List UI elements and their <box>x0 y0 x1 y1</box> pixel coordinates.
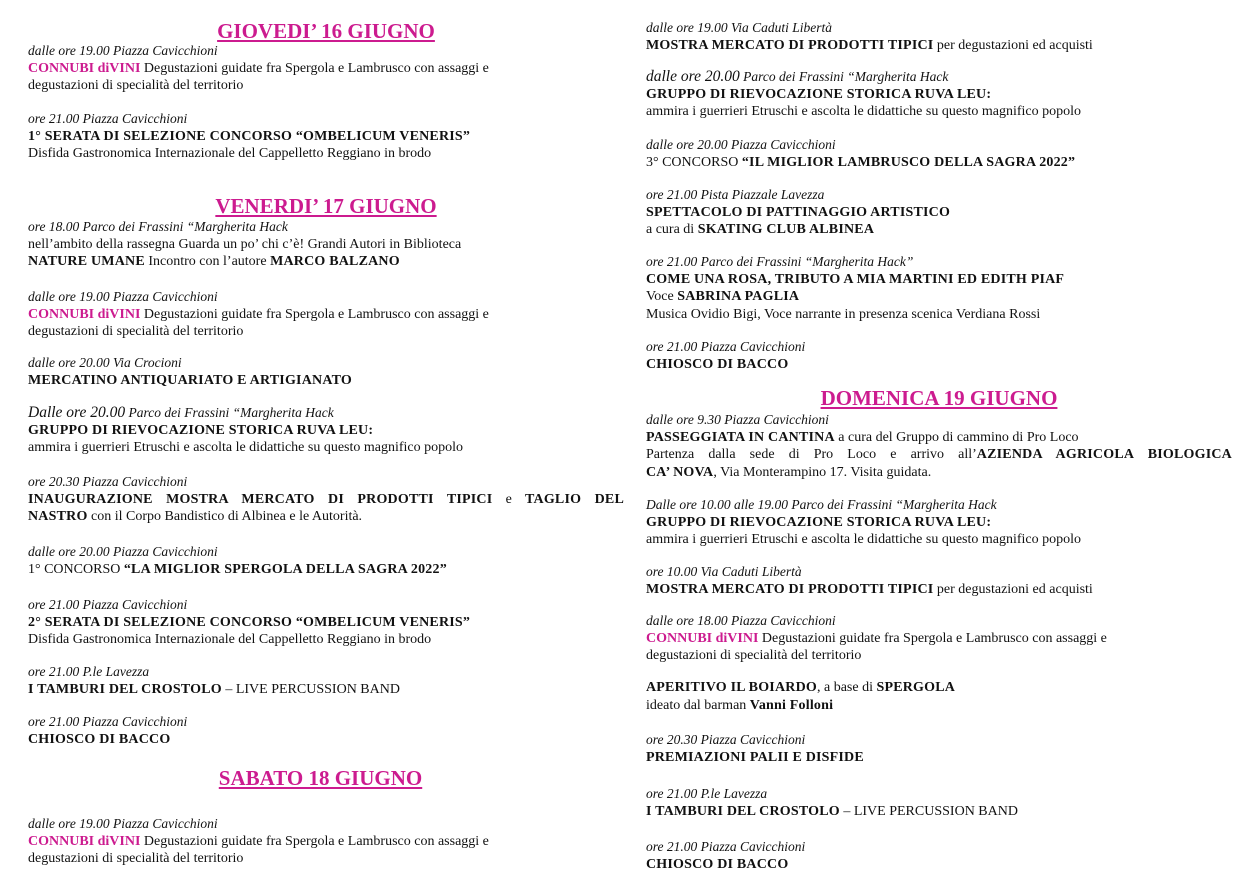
event-text: ammira i guerrieri Etruschi e ascolta le didattiche su questo magnifico popolo <box>28 440 464 455</box>
event-time: ore 21.00 Pista Piazzale Lavezza <box>646 187 825 202</box>
event-time: dalle ore 20.00 Via Crocioni <box>28 355 182 370</box>
event-brand: CONNUBI diVINI <box>28 833 141 849</box>
event-text: Musica Ovidio Bigi, Voce narrante in presenza scenica Verdiana Rossi <box>646 306 1041 322</box>
event-text: Incontro con l’autore <box>144 254 271 269</box>
event-text: Degustazioni guidate fra Spergola e Lambrusco con assaggi e <box>140 306 489 322</box>
event-title: I TAMBURI DEL CROSTOLO <box>646 803 840 819</box>
event-text: Degustazioni guidate fra Spergola e Lambrusco con assaggi e <box>140 833 489 849</box>
event-chiosco <box>646 838 1232 873</box>
event-text: e <box>492 491 526 507</box>
event-title: APERITIVO IL BOIARDO <box>646 680 817 695</box>
event-time: ore 21.00 Piazza Cavicchioni <box>28 714 188 729</box>
event-text: 3° CONCORSO <box>646 154 742 170</box>
event-author: MARCO BALZANO <box>270 254 400 269</box>
event-brand: CONNUBI diVINI <box>28 60 141 76</box>
event-time: Dalle ore 20.00 <box>28 404 126 421</box>
event-ombelicum-2 <box>28 596 624 649</box>
event-rievocazione <box>28 404 624 457</box>
event-tamburi <box>646 785 1232 820</box>
event-title: SPETTACOLO DI PATTINAGGIO ARTISTICO <box>646 204 951 220</box>
event-place: Parco dei Frassini “Margherita Hack <box>739 69 949 84</box>
event-text: ammira i guerrieri Etruschi e ascolta le didattiche su questo magnifico popolo <box>646 532 1082 547</box>
event-venue: AZIENDA AGRICOLA BIOLOGICA <box>976 447 1232 462</box>
event-time: ore 20.30 Piazza Cavicchioni <box>28 474 188 489</box>
event-title: MOSTRA MERCATO DI PRODOTTI TIPICI <box>646 581 934 597</box>
event-time: dalle ore 9.30 Piazza Cavicchioni <box>646 412 829 427</box>
event-title: CHIOSCO DI BACCO <box>28 731 171 747</box>
event-tamburi <box>28 663 624 698</box>
event-barman: Vanni Folloni <box>749 697 834 713</box>
event-time: dalle ore 19.00 Via Caduti Libertà <box>646 20 832 35</box>
event-title: INAUGURAZIONE MOSTRA MERCATO DI PRODOTTI TIPICI <box>28 491 493 507</box>
event-text: a cura del Gruppo di cammino di Pro Loco <box>834 429 1079 445</box>
event-time: dalle ore 19.00 Piazza Cavicchioni <box>28 43 218 58</box>
event-title: TAGLIO DEL <box>525 491 624 507</box>
event-time: ore 21.00 Piazza Cavicchioni <box>646 339 806 354</box>
event-premiazioni <box>646 731 1232 766</box>
event-time: dalle ore 19.00 Piazza Cavicchioni <box>28 289 218 304</box>
event-rievocazione <box>646 68 1232 121</box>
event-time: ore 21.00 Piazza Cavicchioni <box>28 597 188 612</box>
event-ombelicum-1 <box>28 110 624 163</box>
event-text: degustazioni di specialità del territorio <box>28 851 244 866</box>
event-title: MERCATINO ANTIQUARIATO E ARTIGIANATO <box>28 372 352 388</box>
event-text: degustazioni di specialità del territorio <box>28 78 244 93</box>
event-text: – LIVE PERCUSSION BAND <box>221 681 400 697</box>
event-title: GRUPPO DI RIEVOCAZIONE STORICA RUVA LEU: <box>646 86 992 102</box>
event-concorso-lambrusco <box>646 136 1232 171</box>
day-heading-giovedi: GIOVEDI’ 16 GIUGNO <box>217 19 435 43</box>
event-text: Voce <box>646 289 678 304</box>
event-time: ore 21.00 P.le Lavezza <box>646 786 768 801</box>
event-title: PASSEGGIATA IN CANTINA <box>646 429 835 445</box>
event-connubi-divini <box>28 288 624 341</box>
event-rievocazione <box>646 496 1232 549</box>
event-text: Degustazioni guidate fra Spergola e Lambrusco con assaggi e <box>140 60 489 76</box>
event-time: dalle ore 19.00 Piazza Cavicchioni <box>28 816 218 831</box>
event-brand: CONNUBI diVINI <box>646 630 759 646</box>
event-title: “LA MIGLIOR SPERGOLA DELLA SAGRA 2022” <box>123 561 447 577</box>
event-chiosco <box>28 713 624 748</box>
event-text: con il Corpo Bandistico di Albinea e le Autorità. <box>87 509 363 524</box>
event-mercatino <box>28 354 624 389</box>
event-performer: SABRINA PAGLIA <box>677 289 800 304</box>
event-text: , a base di <box>816 680 877 695</box>
event-text: degustazioni di specialità del territorio <box>646 648 862 663</box>
event-connubi-divini <box>28 815 624 868</box>
event-time: dalle ore 20.00 Piazza Cavicchioni <box>28 544 218 559</box>
event-time: dalle ore 20.00 Piazza Cavicchioni <box>646 137 836 152</box>
event-connubi-divini <box>646 612 1232 665</box>
event-text: ideato dal barman <box>646 697 750 713</box>
event-time: ore 21.00 Piazza Cavicchioni <box>28 111 188 126</box>
event-mostra-mercato <box>646 563 1232 598</box>
event-time: Dalle ore 10.00 alle 19.00 Parco dei Frassini “Margherita Hack <box>646 497 997 512</box>
event-time: ore 21.00 Parco dei Frassini “Margherita Hack” <box>646 254 914 269</box>
event-text: nell’ambito della rassegna Guarda un po’ chi c’è! Grandi Autori in Biblioteca <box>28 236 462 252</box>
day-heading-venerdi: VENERDI’ 17 GIUGNO <box>215 194 437 218</box>
event-aperitivo <box>646 679 1232 714</box>
event-inaugurazione <box>28 473 624 526</box>
event-text: ammira i guerrieri Etruschi e ascolta le didattiche su questo magnifico popolo <box>646 104 1082 119</box>
event-time: dalle ore 18.00 Piazza Cavicchioni <box>646 613 836 628</box>
event-text: , Via Monterampino 17. Visita guidata. <box>713 464 932 480</box>
event-text: Disfida Gastronomica Internazionale del Cappelletto Reggiano in brodo <box>28 146 432 161</box>
event-title: I TAMBURI DEL CROSTOLO <box>28 681 222 697</box>
event-title: NATURE UMANE <box>28 254 145 269</box>
event-text: per degustazioni ed acquisti <box>933 581 1093 597</box>
event-text: 1° CONCORSO <box>28 561 124 577</box>
event-title: MOSTRA MERCATO DI PRODOTTI TIPICI <box>646 37 934 53</box>
event-time: ore 20.30 Piazza Cavicchioni <box>646 732 806 747</box>
event-time: ore 21.00 P.le Lavezza <box>28 664 150 679</box>
event-title: 2° SERATA DI SELEZIONE CONCORSO “OMBELICUM VENERIS” <box>28 614 471 630</box>
event-organizer: SKATING CLUB ALBINEA <box>697 222 875 237</box>
day-heading-sabato: SABATO 18 GIUGNO <box>218 766 423 790</box>
event-pattinaggio <box>646 186 1232 239</box>
event-text: per degustazioni ed acquisti <box>933 37 1093 53</box>
event-text: – LIVE PERCUSSION BAND <box>839 803 1018 819</box>
event-text: Degustazioni guidate fra Spergola e Lambrusco con assaggi e <box>758 630 1107 646</box>
event-place: Parco dei Frassini “Margherita Hack <box>125 405 334 420</box>
event-title: NASTRO <box>28 509 88 524</box>
event-title: GRUPPO DI RIEVOCAZIONE STORICA RUVA LEU: <box>646 514 992 530</box>
event-title: GRUPPO DI RIEVOCAZIONE STORICA RUVA LEU: <box>28 422 374 438</box>
event-title: PREMIAZIONI PALII E DISFIDE <box>646 749 864 765</box>
event-text: Disfida Gastronomica Internazionale del Cappelletto Reggiano in brodo <box>28 632 432 647</box>
event-title: “IL MIGLIOR LAMBRUSCO DELLA SAGRA 2022” <box>741 154 1076 170</box>
event-come-una-rosa <box>646 253 1232 323</box>
event-concorso-spergola <box>28 543 624 578</box>
event-venue: CA’ NOVA <box>646 464 714 480</box>
event-brand: CONNUBI diVINI <box>28 306 141 322</box>
event-title: 1° SERATA DI SELEZIONE CONCORSO “OMBELICUM VENERIS” <box>28 128 471 144</box>
event-time: ore 21.00 Piazza Cavicchioni <box>646 839 806 854</box>
event-title: COME UNA ROSA, TRIBUTO A MIA MARTINI ED EDITH PIAF <box>646 271 1065 287</box>
event-title: SPERGOLA <box>876 680 956 695</box>
event-chiosco <box>646 338 1232 373</box>
event-nature-umane <box>28 218 624 271</box>
event-text: Partenza dalla sede di Pro Loco e arrivo all’ <box>646 447 977 462</box>
event-time: dalle ore 20.00 <box>646 68 740 85</box>
event-mostra-mercato <box>646 19 1232 54</box>
event-text: a cura di <box>646 222 698 237</box>
event-time: ore 10.00 Via Caduti Libertà <box>646 564 802 579</box>
event-connubi-divini <box>28 42 624 95</box>
event-passeggiata <box>646 411 1232 481</box>
event-text: degustazioni di specialità del territorio <box>28 324 244 339</box>
event-time: ore 18.00 Parco dei Frassini “Margherita Hack <box>28 219 288 234</box>
event-title: CHIOSCO DI BACCO <box>646 356 789 372</box>
day-heading-domenica: DOMENICA 19 GIUGNO <box>820 386 1058 410</box>
event-title: CHIOSCO DI BACCO <box>646 856 789 872</box>
